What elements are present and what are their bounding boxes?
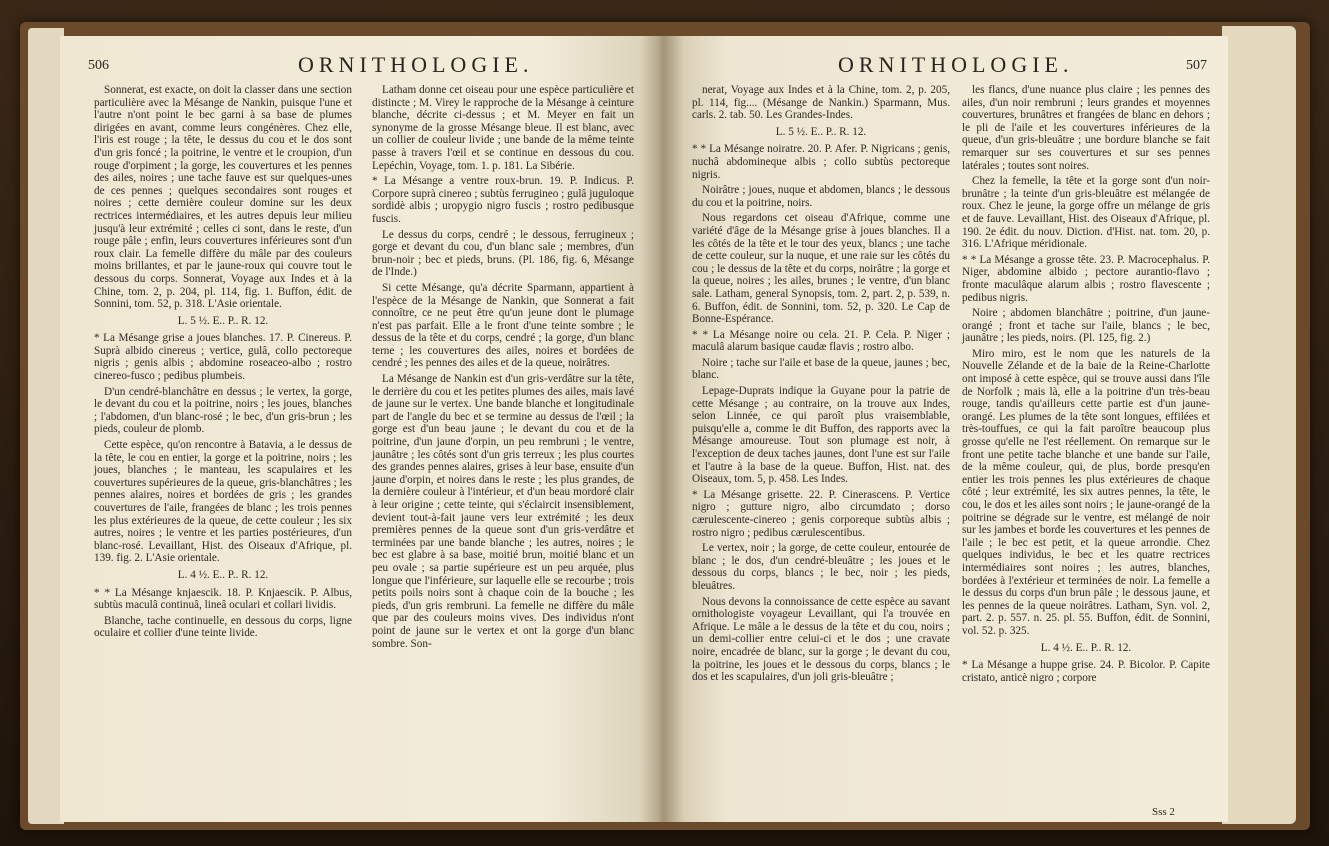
paragraph: Blanche, tache continuelle, en dessous du corps, ligne oculaire et collier d'une teinte livide. bbox=[94, 614, 352, 640]
right-column-1 bbox=[692, 84, 950, 824]
paragraph: Latham donne cet oiseau pour une espèce particulière et distincte ; M. Virey le rapproche de la Mésange à ceinture blanche, décrite ci-dessus ; et M. Meyer en fait un synonyme de la grosse Mésange bleue. Il est blanc, avec un collier de couleur livide ; une bande de la même teinte passe à travers l'œil et se continue en dessous du cou. Lepéchin, Voyage, tom. 1. p. 181. La Sibérie. bbox=[372, 84, 634, 172]
paragraph: Lepage-Duprats indique la Guyane pour la patrie de cette Mésange ; au contraire, on la trouve aux Indes, selon Linnée, ce qui paroît plus vraisemblable, puisqu'elle a, comme le dit Buffon, des rapports avec la Mésange amoureuse. Tout son plumage est noir, à l'exception de deux taches jaunes, dont l'une est sur l'aile et l'autre à la base de la queue. Buffon, Hist. nat. des Oiseaux, tom. 5, p. 458. Les Indes. bbox=[692, 385, 950, 486]
paragraph: Nous regardons cet oiseau d'Afrique, comme une variété d'âge de la Mésange grise à joues blanches. Il a les côtés de la tête et le tour des yeux, blancs ; une tache de cette couleur, sur la nuque, et une raie sur les côtés du cou ; le dessus de la tête et du corps, noirâtre ; la gorge et la queue, noires ; les ailes, brunes ; le ventre, d'un blanc sale. Latham, general Synopsis, tom. 2, part. 2, p. 539, n. 6. Buffon, édit. de Sonnini, tom. 52, p. 320. Le Cap de Bonne-Espérance. bbox=[692, 212, 950, 326]
signature-mark: Sss 2 bbox=[1152, 806, 1175, 818]
species-heading: * * La Mésange noire ou cela. 21. P. Cela. P. Niger ; maculâ alarum basique caudæ flavis ; rostro albo. bbox=[692, 328, 950, 354]
page-number-right: 507 bbox=[1186, 58, 1207, 73]
measurement-line: L. 4 ½. E.. P.. R. 12. bbox=[177, 568, 269, 581]
paragraph: nerat, Voyage aux Indes et à la Chine, tom. 2, p. 205, pl. 114, fig.... (Mésange de Nankin.) Sparmann, Mus. carls. 2. tab. 50. Les Grandes-Indes. bbox=[692, 84, 950, 122]
species-heading: * La Mésange grise a joues blanches. 17. P. Cinereus. P. Suprà albido cinereus ; vertice, gulâ, collo pectoreque nigris ; genis albis ; abdomine roseaceo-albo ; rostro cinereo-fusco ; pedibus plumbeis. bbox=[94, 332, 352, 383]
paragraph: Miro miro, est le nom que les naturels de la Nouvelle Zélande et de la baie de la Reine-Charlotte ont imposé à cette espèce, qui se trouve aussi dans l'île de Norfolk ; mais là, elle a la poitrine d'un très-beau rouge, tandis qu'ailleurs cette partie est d'un jaune-orangé. Les plumes de la tête sont longues, effilées et très-touffues, ce qui la fait paroître beaucoup plus grosse qu'elle ne l'est réellement. On remarque sur le front une petite tache blanche et une bande sur l'aile, de la même couleur, qui, de plus, borde presqu'en entier les trois pennes les plus extérieures de chaque côté ; leur extrémité, les six autres pennes, la tête, le cou, le dos et les ailes sont noirs ; le jaune-orangé de la poitrine se dégrade sur le ventre, est mélangé de noir sur les jambes et borde les couvertures et les pennes de l'aile ; le bec est petit, et la queue arrondie. Chez quelques individus, le bec et les quatre rectrices intermédiaires sont noires ; les autres, blanches, bordées à l'extérieur et terminées de noir. La femelle a le dessus du corps d'un brun pâle ; le dessous jaune, et les pennes de la queue noirâtres. Latham, Syn. vol. 2, part. 2. p. 557. n. 25. pl. 55. Buffon, édit. de Sonnini, vol. 52. p. 325. bbox=[962, 347, 1210, 637]
paragraph: les flancs, d'une nuance plus claire ; les pennes des ailes, d'un noir rembruni ; leurs grandes et moyennes couvertures, brunâtres et frangées de blanc en dehors ; le pli de l'aile et les couvertures inférieures de la queue, d'un gris-bleuâtre ; une bordure blanche se fait remarquer sur ses couvertures et sur ses pennes latérales ; toutes sont noires. bbox=[962, 84, 1210, 172]
paragraph: Si cette Mésange, qu'a décrite Sparmann, appartient à l'espèce de la Mésange de Nankin, que Sonnerat a fait connoître, ce ne peut être qu'un jeune dont le plumage n'est pas parfait. Elle a le front d'une teinte sombre ; le dessus de la tête et du corps, cendré ; la gorge, d'un blanc terne ; les couvertures des ailes, noires et bordées de cendré ; les pennes des ailes et de la queue, noirâtres. bbox=[372, 281, 634, 370]
species-heading: * La Mésange grisette. 22. P. Cinerascens. P. Vertice nigro ; gutture nigro, albo circumdato ; dorso cærulescente-cinereo ; genis corporeque subtùs albis ; rostro nigro ; pedibus cærulescentibus. bbox=[692, 488, 950, 539]
species-heading: * La Mésange a ventre roux-brun. 19. P. Indicus. P. Corpore suprà cinereo ; subtùs ferrugineo ; gulâ juguloque sordidè albis ; uropygio nigro fuscis ; rostro pedibusque fuscis. bbox=[372, 175, 634, 225]
running-head-left: ORNITHOLOGIE. bbox=[298, 52, 534, 77]
paragraph: Le dessus du corps, cendré ; le dessous, ferrugineux ; gorge et devant du cou, d'un blanc sale ; membres, d'un brun-noir ; bec et pieds, bruns. (Pl. 186, fig. 6, Mésange de l'Inde.) bbox=[372, 228, 634, 279]
measurement-line: L. 4 ½. E.. P.. R. 12. bbox=[1040, 641, 1132, 654]
paragraph: Chez la femelle, la tête et la gorge sont d'un noir-brunâtre ; la teinte d'un gris-bleuâtre est mélangée de roux. Chez le jeune, la gorge offre un mélange de gris et de fauve. Levaillant, Hist. des Oiseaux d'Afrique, pl. 190. 2e édit. du nouv. Diction. d'Hist. nat. tom. 20, p. 316. L'Afrique méridionale. bbox=[962, 175, 1210, 251]
left-page-edges bbox=[28, 28, 64, 824]
book-gutter bbox=[640, 36, 684, 822]
measurement-line: L. 5 ½. E.. P.. R. 12. bbox=[177, 314, 269, 327]
species-heading: * * La Mésange knjaescik. 18. P. Knjaescik. P. Albus, subtùs maculâ continuâ, lineâ oculari et collari lividis. bbox=[94, 586, 352, 612]
paragraph: Sonnerat, est exacte, on doit la classer dans une section particulière avec la Mésange de Nankin, puisque l'une et l'autre n'ont point le bec garni à sa base de plumes dirigées en avant, comme leurs congénères. Chez elle, l'iris est rouge ; la tête, le dessus du cou et le dos sont d'un gris foncé ; la poitrine, le ventre et le croupion, d'un rouge d'orpiment ; la gorge, les couvertures et les pennes des ailes, noires ; une tache fauve est sur quelques-unes de ces pennes ; quelques secondaires sont rouges et noires ; cette dernière couleur domine sur les deux rectrices intermédiaires, et les autres depuis leur milieu jusqu'à leur extrémité ; celles ci sont, dans le reste, d'un rouge pâle ; enfin, leurs couvertures inférieures sont d'un roux clair. La femelle diffère du mâle par des couleurs moins brillantes, et par le jaune-roux qui couvre tout le dessous du corps. Sonnerat, Voyage aux Indes et à la Chine, tom. 2, p. 204, pl. 114, fig. 1. Buffon, édit. de Sonnini, tom. 52, p. 318. L'Asie orientale. bbox=[94, 84, 352, 311]
paragraph: D'un cendré-blanchâtre en dessus ; le vertex, la gorge, le devant du cou et la poitrine, noirs ; les joues, blanches ; l'abdomen, d'un blanc-rosé ; le bec, d'un gris-brun ; les pieds, couleur de plomb. bbox=[94, 385, 352, 436]
running-head-right: ORNITHOLOGIE. bbox=[838, 52, 1074, 77]
right-column-2 bbox=[962, 84, 1210, 824]
left-column-2 bbox=[372, 84, 634, 784]
right-page-edges bbox=[1222, 26, 1296, 824]
measurement-line: L. 5 ½. E.. P.. R. 12. bbox=[775, 125, 867, 138]
paragraph: Noirâtre ; joues, nuque et abdomen, blancs ; le dessous du cou et la poitrine, noirs. bbox=[692, 184, 950, 209]
paragraph: Le vertex, noir ; la gorge, de cette couleur, entourée de blanc ; le dos, d'un cendré-bleuâtre ; les joues et le dessous du corps, blancs ; le bec, noir ; les pieds, bleuâtres. bbox=[692, 542, 950, 592]
paragraph: Cette espèce, qu'on rencontre à Batavia, a le dessus de la tête, le cou en entier, la gorge et la poitrine, noirs ; les joues, blanches ; le manteau, les scapulaires et les couvertures supérieures de la queue, gris-blanchâtres ; les pennes alaires, noires et bordées de gris ; les grandes couvertures de l'aile, frangées de blanc ; les trois pennes les plus extérieures de la queue, de cette couleur ; les six autres, noires ; le ventre et les parties postérieures, d'un blanc-rosé. Levaillant, Hist. des Oiseaux d'Afrique, pl. 139. fig. 2. L'Asie orientale. bbox=[94, 439, 352, 565]
species-heading: * La Mésange a huppe grise. 24. P. Bicolor. P. Capite cristato, anticè nigro ; corpore bbox=[962, 659, 1210, 684]
paragraph: Nous devons la connoissance de cette espèce au savant ornithologiste voyageur Levaillant, qui l'a trouvée en Afrique. Le mâle a le dessus de la tête et du cou, noirs ; un demi-collier entre celui-ci et le dos ; une cravate noire, encadrée de blanc, sur la gorge ; le devant du cou, la poitrine, les joues et le dessous du corps, blancs ; le dos et les scapulaires, d'un joli gris-bleuâtre ; bbox=[692, 595, 950, 684]
page-number-left: 506 bbox=[88, 58, 109, 73]
paragraph: Noire ; abdomen blanchâtre ; poitrine, d'un jaune-orangé ; front et tache sur l'aile, blancs ; le bec, jaunâtre ; les pieds, noirs. (Pl. 125, fig. 2.) bbox=[962, 307, 1210, 345]
paragraph: Noire ; tache sur l'aile et base de la queue, jaunes ; bec, blanc. bbox=[692, 356, 950, 382]
paragraph: La Mésange de Nankin est d'un gris-verdâtre sur la tête, le derrière du cou et les petites plumes des ailes, mais lavé de jaune sur le vertex. Une bande blanche et longitudinale part de l'angle du bec et se termine au dessus de l'œil ; la gorge est d'un beau jaune ; le devant du cou et de la poitrine, d'un jaune d'orpin, un peu rembruni ; le ventre, jaunâtre ; les côtés sont d'un gris terreux ; les plus courtes des grandes pennes alaires, grises à leur base, ensuite d'un jaune d'orpin, et noires dans le reste ; les plus grandes, de la dernière couleur à l'intérieur, et d'un beau mordoré clair à leur origine ; cette teinte, qui s'éclaircit insensiblement, devient tout-à-fait jaune vers leur extrémité ; les deux premières pennes de la queue sont d'un gris-verdâtre et terminées par une bande blanche ; les autres, noires ; le bec est glabre à sa base, moitié brun, moitié blanc et un peu ovale ; sa partie supérieure est un peu arquée, plus longue que l'inférieure, sur laquelle elle se recourbe ; trois petits poils noirs sont à chaque coin de la bouche ; les pieds, d'un gris rembruni. La femelle ne diffère du mâle que par des couleurs moins vives. Des individus n'ont point de jaune sur le vertex et ont la gorge d'un blanc sombre. Son- bbox=[372, 373, 634, 650]
species-heading: * * La Mésange a grosse tête. 23. P. Macrocephalus. P. Niger, abdomine albido ; pectore aurantio-flavo ; fronte maculâque alarum albis ; rostro flavescente ; pedibus nigris. bbox=[962, 253, 1210, 304]
species-heading: * * La Mésange noiratre. 20. P. Afer. P. Nigricans ; genis, nuchâ abdomineque albis ; collo subtùs pectoreque nigris. bbox=[692, 143, 950, 181]
left-column-1 bbox=[94, 84, 352, 784]
